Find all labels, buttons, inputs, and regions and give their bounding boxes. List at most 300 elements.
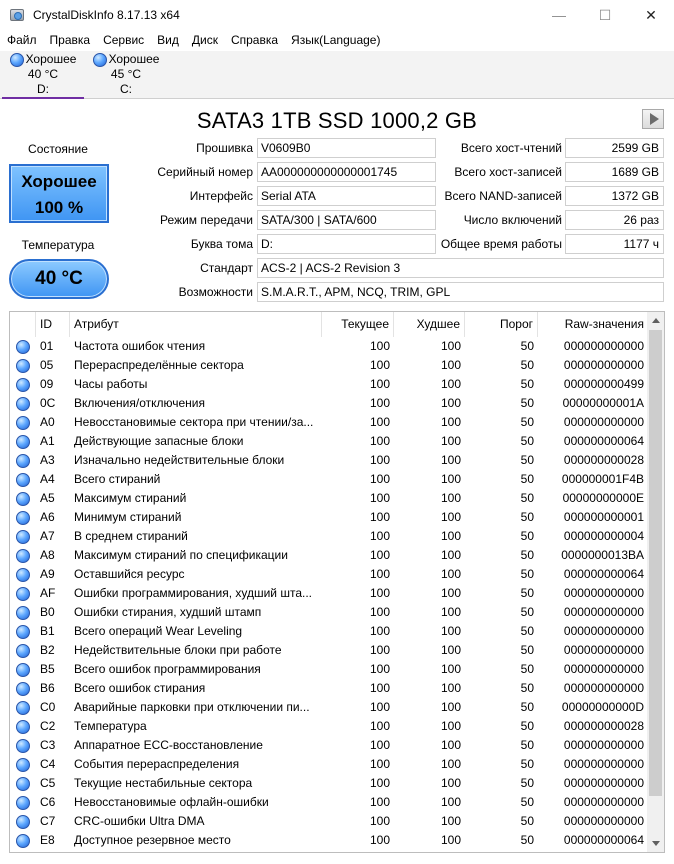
cell-current: 100	[369, 833, 390, 847]
cell-attribute: Всего стираний	[74, 472, 161, 486]
table-row[interactable]	[10, 451, 648, 470]
cell-current: 100	[369, 776, 390, 790]
table-row[interactable]	[10, 793, 648, 812]
table-row[interactable]	[10, 831, 648, 850]
cell-threshold: 50	[520, 358, 534, 372]
cell-attribute: Текущие нестабильные сектора	[74, 776, 253, 790]
cell-raw: 000000000000	[563, 814, 644, 828]
features-field: S.M.A.R.T., APM, NCQ, TRIM, GPL	[257, 282, 664, 302]
cell-worst: 100	[440, 548, 461, 562]
transfer-mode-label: Режим передачи	[160, 213, 253, 227]
power-count-field: 26 раз	[565, 210, 664, 230]
status-ball-icon	[93, 53, 107, 67]
table-row[interactable]	[10, 641, 648, 660]
table-row[interactable]	[10, 736, 648, 755]
cell-threshold: 50	[520, 510, 534, 524]
cell-attribute: Невосстановимые сектора при чтении/за...	[74, 415, 314, 429]
title-bar	[0, 0, 674, 30]
menu-help[interactable]: Справка	[230, 33, 279, 47]
cell-current: 100	[369, 567, 390, 581]
cell-id: A6	[40, 510, 55, 524]
cell-current: 100	[369, 491, 390, 505]
status-ball-icon	[16, 758, 30, 772]
cell-threshold: 50	[520, 719, 534, 733]
table-row[interactable]	[10, 660, 648, 679]
cell-attribute: Часы работы	[74, 377, 148, 391]
cell-attribute: Максимум стираний по спецификации	[74, 548, 288, 562]
cell-current: 100	[369, 757, 390, 771]
table-row[interactable]	[10, 337, 648, 356]
chevron-up-icon	[652, 318, 660, 323]
cell-id: B1	[40, 624, 55, 638]
minimize-button[interactable]: —	[552, 7, 566, 23]
table-scrollbar[interactable]	[647, 312, 664, 852]
status-ball-icon	[16, 815, 30, 829]
cell-status	[10, 660, 36, 679]
cell-attribute: Минимум стираний	[74, 510, 182, 524]
menu-disk[interactable]: Диск	[191, 33, 218, 47]
cell-status	[10, 527, 36, 546]
cell-attribute: Всего ошибок стирания	[74, 681, 206, 695]
cell-status	[10, 736, 36, 755]
cell-status	[10, 755, 36, 774]
table-row[interactable]	[10, 717, 648, 736]
cell-status	[10, 565, 36, 584]
smart-table[interactable]	[9, 311, 665, 853]
cell-current: 100	[369, 795, 390, 809]
cell-raw: 0000000013BA	[561, 548, 644, 562]
cell-threshold: 50	[520, 624, 534, 638]
cell-raw: 000000000000	[563, 415, 644, 429]
table-row[interactable]	[10, 489, 648, 508]
cell-status	[10, 603, 36, 622]
cell-worst: 100	[440, 776, 461, 790]
menu-bar	[0, 30, 674, 50]
cell-current: 100	[369, 643, 390, 657]
disk-icon	[9, 7, 25, 23]
cell-status	[10, 337, 36, 356]
header-current[interactable]: Текущее	[322, 312, 394, 337]
status-ball-icon	[16, 435, 30, 449]
cell-raw: 000000000000	[563, 776, 644, 790]
standard-field: ACS-2 | ACS-2 Revision 3	[257, 258, 664, 278]
cell-threshold: 50	[520, 339, 534, 353]
table-row[interactable]	[10, 622, 648, 641]
table-row[interactable]	[10, 375, 648, 394]
host-reads-label: Всего хост-чтений	[460, 141, 562, 155]
temperature-button[interactable]: 40 °C	[9, 259, 109, 299]
cell-current: 100	[369, 586, 390, 600]
cell-attribute: Аппаратное ECC-восстановление	[74, 738, 263, 752]
table-row[interactable]	[10, 812, 648, 831]
scroll-up-button[interactable]	[647, 312, 664, 329]
cell-threshold: 50	[520, 377, 534, 391]
cell-id: B0	[40, 605, 55, 619]
cell-id: 01	[40, 339, 54, 353]
table-row[interactable]	[10, 470, 648, 489]
nand-writes-field: 1372 GB	[565, 186, 664, 206]
cell-raw: 000000000000	[563, 795, 644, 809]
cell-id: 0C	[40, 396, 56, 410]
cell-threshold: 50	[520, 472, 534, 486]
cell-worst: 100	[440, 814, 461, 828]
cell-raw: 000000000000	[563, 662, 644, 676]
cell-id: C3	[40, 738, 56, 752]
cell-threshold: 50	[520, 776, 534, 790]
table-row[interactable]	[10, 527, 648, 546]
cell-raw: 000000000000	[563, 624, 644, 638]
maximize-button[interactable]: ☐	[598, 6, 612, 23]
cell-status	[10, 831, 36, 850]
cell-status	[10, 413, 36, 432]
cell-threshold: 50	[520, 643, 534, 657]
cell-attribute: Всего операций Wear Leveling	[74, 624, 243, 638]
cell-current: 100	[369, 453, 390, 467]
cell-status	[10, 432, 36, 451]
cell-worst: 100	[440, 681, 461, 695]
cell-attribute: Максимум стираний	[74, 491, 187, 505]
cell-current: 100	[369, 358, 390, 372]
cell-attribute: Включения/отключения	[74, 396, 205, 410]
table-row[interactable]	[10, 508, 648, 527]
status-ball-icon	[16, 644, 30, 658]
cell-current: 100	[369, 719, 390, 733]
cell-current: 100	[369, 605, 390, 619]
cell-worst: 100	[440, 624, 461, 638]
cell-id: 09	[40, 377, 54, 391]
serial-field: AA000000000000001745	[257, 162, 436, 182]
disk-tab-temp: 45 °C	[110, 67, 142, 81]
cell-attribute: Перераспределённые сектора	[74, 358, 244, 372]
cell-attribute: Недействительные блоки при работе	[74, 643, 282, 657]
firmware-field: V0609B0	[257, 138, 436, 158]
menu-file[interactable]: Файл	[7, 33, 37, 47]
cell-status	[10, 508, 36, 527]
cell-current: 100	[369, 339, 390, 353]
table-row[interactable]	[10, 356, 648, 375]
table-row[interactable]	[10, 755, 648, 774]
cell-attribute: Температура	[74, 719, 147, 733]
cell-threshold: 50	[520, 662, 534, 676]
cell-attribute: Доступное резервное место	[74, 833, 231, 847]
disk-tab-letter: D:	[37, 82, 49, 96]
cell-worst: 100	[440, 605, 461, 619]
cell-status	[10, 698, 36, 717]
cell-raw: 000000000499	[563, 377, 644, 391]
status-ball-icon	[16, 682, 30, 696]
disk-tab-c[interactable]	[85, 51, 167, 99]
disk-tab-status: Хорошее	[108, 52, 160, 66]
table-row[interactable]	[10, 546, 648, 565]
header-icon-column[interactable]	[10, 312, 36, 337]
host-writes-label: Всего хост-записей	[454, 165, 562, 179]
cell-current: 100	[369, 415, 390, 429]
cell-id: C2	[40, 719, 56, 733]
status-ball-icon	[16, 397, 30, 411]
cell-raw: 000000000000	[563, 757, 644, 771]
status-ball-icon	[16, 606, 30, 620]
cell-id: A8	[40, 548, 55, 562]
cell-status	[10, 489, 36, 508]
cell-status	[10, 470, 36, 489]
cell-current: 100	[369, 529, 390, 543]
cell-attribute: Ошибки программирования, худший шта...	[74, 586, 312, 600]
host-reads-field: 2599 GB	[565, 138, 664, 158]
status-ball-icon	[16, 625, 30, 639]
cell-threshold: 50	[520, 681, 534, 695]
cell-worst: 100	[440, 415, 461, 429]
status-ball-icon	[16, 720, 30, 734]
nand-writes-label: Всего NAND-записей	[444, 189, 562, 203]
cell-raw: 000000000064	[563, 567, 644, 581]
cell-worst: 100	[440, 700, 461, 714]
cell-worst: 100	[440, 453, 461, 467]
cell-attribute: Изначально недействительные блоки	[74, 453, 285, 467]
cell-current: 100	[369, 681, 390, 695]
status-ball-icon	[10, 53, 24, 67]
health-status-text: Хорошее	[21, 172, 97, 191]
cell-threshold: 50	[520, 434, 534, 448]
cell-current: 100	[369, 434, 390, 448]
cell-threshold: 50	[520, 453, 534, 467]
menu-language[interactable]: Язык(Language)	[291, 33, 381, 47]
next-disk-icon	[650, 113, 659, 125]
cell-worst: 100	[440, 662, 461, 676]
temperature-label: Температура	[21, 238, 95, 252]
cell-worst: 100	[440, 795, 461, 809]
cell-attribute: События перераспределения	[74, 757, 240, 771]
table-row[interactable]	[10, 584, 648, 603]
cell-current: 100	[369, 396, 390, 410]
cell-status	[10, 375, 36, 394]
cell-id: C5	[40, 776, 56, 790]
cell-id: A0	[40, 415, 55, 429]
cell-status	[10, 546, 36, 565]
cell-worst: 100	[440, 757, 461, 771]
cell-worst: 100	[440, 833, 461, 847]
cell-threshold: 50	[520, 491, 534, 505]
cell-threshold: 50	[520, 605, 534, 619]
cell-current: 100	[369, 662, 390, 676]
health-percent: 100 %	[34, 198, 84, 217]
table-row[interactable]	[10, 413, 648, 432]
chevron-down-icon	[652, 841, 660, 846]
cell-current: 100	[369, 377, 390, 391]
next-disk-button[interactable]	[642, 109, 664, 129]
cell-threshold: 50	[520, 738, 534, 752]
volume-letter-field: D:	[257, 234, 436, 254]
cell-status	[10, 622, 36, 641]
cell-status	[10, 793, 36, 812]
status-ball-icon	[16, 530, 30, 544]
cell-worst: 100	[440, 586, 461, 600]
cell-threshold: 50	[520, 415, 534, 429]
status-label: Состояние	[28, 142, 88, 156]
cell-raw: 000000001F4B	[561, 472, 644, 486]
cell-threshold: 50	[520, 548, 534, 562]
status-ball-icon	[16, 492, 30, 506]
disk-tab-letter: C:	[120, 82, 132, 96]
cell-attribute: Аварийные парковки при отключении пи...	[74, 700, 310, 714]
cell-current: 100	[369, 510, 390, 524]
cell-raw: 000000000000	[563, 586, 644, 600]
cell-worst: 100	[440, 491, 461, 505]
cell-raw: 000000000000	[563, 643, 644, 657]
cell-raw: 000000000028	[563, 453, 644, 467]
cell-threshold: 50	[520, 396, 534, 410]
header-worst[interactable]: Худшее	[394, 312, 465, 337]
cell-threshold: 50	[520, 567, 534, 581]
status-ball-icon	[16, 834, 30, 848]
table-row[interactable]	[10, 394, 648, 413]
cell-id: 05	[40, 358, 54, 372]
status-ball-icon	[16, 568, 30, 582]
cell-worst: 100	[440, 567, 461, 581]
cell-current: 100	[369, 700, 390, 714]
cell-id: C7	[40, 814, 56, 828]
cell-current: 100	[369, 738, 390, 752]
cell-worst: 100	[440, 738, 461, 752]
cell-status	[10, 641, 36, 660]
cell-worst: 100	[440, 358, 461, 372]
cell-status	[10, 584, 36, 603]
header-raw[interactable]: Raw-значения	[564, 317, 644, 331]
serial-label: Серийный номер	[157, 165, 253, 179]
cell-threshold: 50	[520, 586, 534, 600]
disk-tab-status: Хорошее	[25, 52, 77, 66]
close-button[interactable]: ✕	[645, 6, 657, 23]
cell-id: B5	[40, 662, 55, 676]
cell-attribute: Всего ошибок программирования	[74, 662, 261, 676]
features-label: Возможности	[178, 285, 253, 299]
cell-threshold: 50	[520, 795, 534, 809]
disk-tab-d[interactable]	[2, 51, 84, 99]
cell-threshold: 50	[520, 700, 534, 714]
cell-worst: 100	[440, 643, 461, 657]
status-ball-icon	[16, 340, 30, 354]
cell-id: C6	[40, 795, 56, 809]
table-row[interactable]	[10, 565, 648, 584]
cell-attribute: В среднем стираний	[74, 529, 188, 543]
cell-raw: 00000000001A	[562, 396, 644, 410]
cell-raw: 000000000000	[563, 738, 644, 752]
table-row[interactable]	[10, 432, 648, 451]
disk-tabs	[0, 51, 674, 99]
scroll-thumb[interactable]	[649, 330, 662, 796]
cell-attribute: Ошибки стирания, худший штамп	[74, 605, 262, 619]
cell-raw: 00000000000E	[562, 491, 644, 505]
cell-id: C4	[40, 757, 56, 771]
power-hours-label: Общее время работы	[440, 237, 562, 251]
cell-id: AF	[40, 586, 56, 600]
menu-view[interactable]: Вид	[157, 33, 179, 47]
status-ball-icon	[16, 587, 30, 601]
cell-raw: 000000000001	[563, 510, 644, 524]
cell-status	[10, 679, 36, 698]
table-row[interactable]	[10, 698, 648, 717]
firmware-label: Прошивка	[196, 141, 253, 155]
cell-id: E8	[40, 833, 55, 847]
cell-status	[10, 774, 36, 793]
interface-label: Интерфейс	[189, 189, 253, 203]
power-hours-field: 1177 ч	[565, 234, 664, 254]
cell-status	[10, 394, 36, 413]
cell-threshold: 50	[520, 833, 534, 847]
standard-label: Стандарт	[200, 261, 253, 275]
cell-attribute: Частота ошибок чтения	[74, 339, 206, 353]
window-title: CrystalDiskInfo 8.17.13 x64	[33, 8, 180, 22]
status-ball-icon	[16, 511, 30, 525]
table-row[interactable]	[10, 679, 648, 698]
cell-worst: 100	[440, 510, 461, 524]
cell-raw: 000000000000	[563, 339, 644, 353]
scroll-down-button[interactable]	[647, 835, 664, 852]
cell-raw: 00000000000D	[561, 700, 644, 714]
cell-raw: 000000000000	[563, 605, 644, 619]
cell-current: 100	[369, 472, 390, 486]
status-ball-icon	[16, 454, 30, 468]
cell-raw: 000000000064	[563, 833, 644, 847]
health-status-button[interactable]	[9, 164, 109, 223]
status-ball-icon	[16, 359, 30, 373]
header-id[interactable]: ID	[36, 312, 70, 337]
header-attribute[interactable]: Атрибут	[70, 312, 322, 337]
cell-id: A4	[40, 472, 55, 486]
cell-current: 100	[369, 814, 390, 828]
cell-id: A1	[40, 434, 55, 448]
status-ball-icon	[16, 701, 30, 715]
drive-title: SATA3 1TB SSD 1000,2 GB	[196, 108, 478, 133]
cell-status	[10, 812, 36, 831]
menu-edit[interactable]: Правка	[49, 33, 91, 47]
cell-worst: 100	[440, 339, 461, 353]
cell-id: B2	[40, 643, 55, 657]
cell-status	[10, 717, 36, 736]
status-ball-icon	[16, 378, 30, 392]
cell-attribute: Оставшийся ресурс	[74, 567, 185, 581]
table-row[interactable]	[10, 603, 648, 622]
cell-worst: 100	[440, 396, 461, 410]
cell-id: C0	[40, 700, 56, 714]
status-ball-icon	[16, 549, 30, 563]
cell-threshold: 50	[520, 757, 534, 771]
power-count-label: Число включений	[463, 213, 562, 227]
cell-raw: 000000000000	[563, 358, 644, 372]
interface-field: Serial ATA	[257, 186, 436, 206]
cell-attribute: Невосстановимые офлайн-ошибки	[74, 795, 269, 809]
cell-attribute: CRC-ошибки Ultra DMA	[74, 814, 205, 828]
status-ball-icon	[16, 663, 30, 677]
status-ball-icon	[16, 473, 30, 487]
cell-id: A3	[40, 453, 55, 467]
status-ball-icon	[16, 796, 30, 810]
cell-raw: 000000000028	[563, 719, 644, 733]
cell-current: 100	[369, 624, 390, 638]
cell-raw: 000000000064	[563, 434, 644, 448]
volume-letter-label: Буква тома	[190, 237, 253, 251]
table-row[interactable]	[10, 774, 648, 793]
table-body	[10, 337, 648, 850]
status-ball-icon	[16, 777, 30, 791]
cell-worst: 100	[440, 472, 461, 486]
cell-id: B6	[40, 681, 55, 695]
transfer-mode-field: SATA/300 | SATA/600	[257, 210, 436, 230]
cell-worst: 100	[440, 529, 461, 543]
menu-service[interactable]: Сервис	[103, 33, 145, 47]
cell-current: 100	[369, 548, 390, 562]
header-threshold[interactable]: Порог	[465, 312, 538, 337]
cell-threshold: 50	[520, 814, 534, 828]
